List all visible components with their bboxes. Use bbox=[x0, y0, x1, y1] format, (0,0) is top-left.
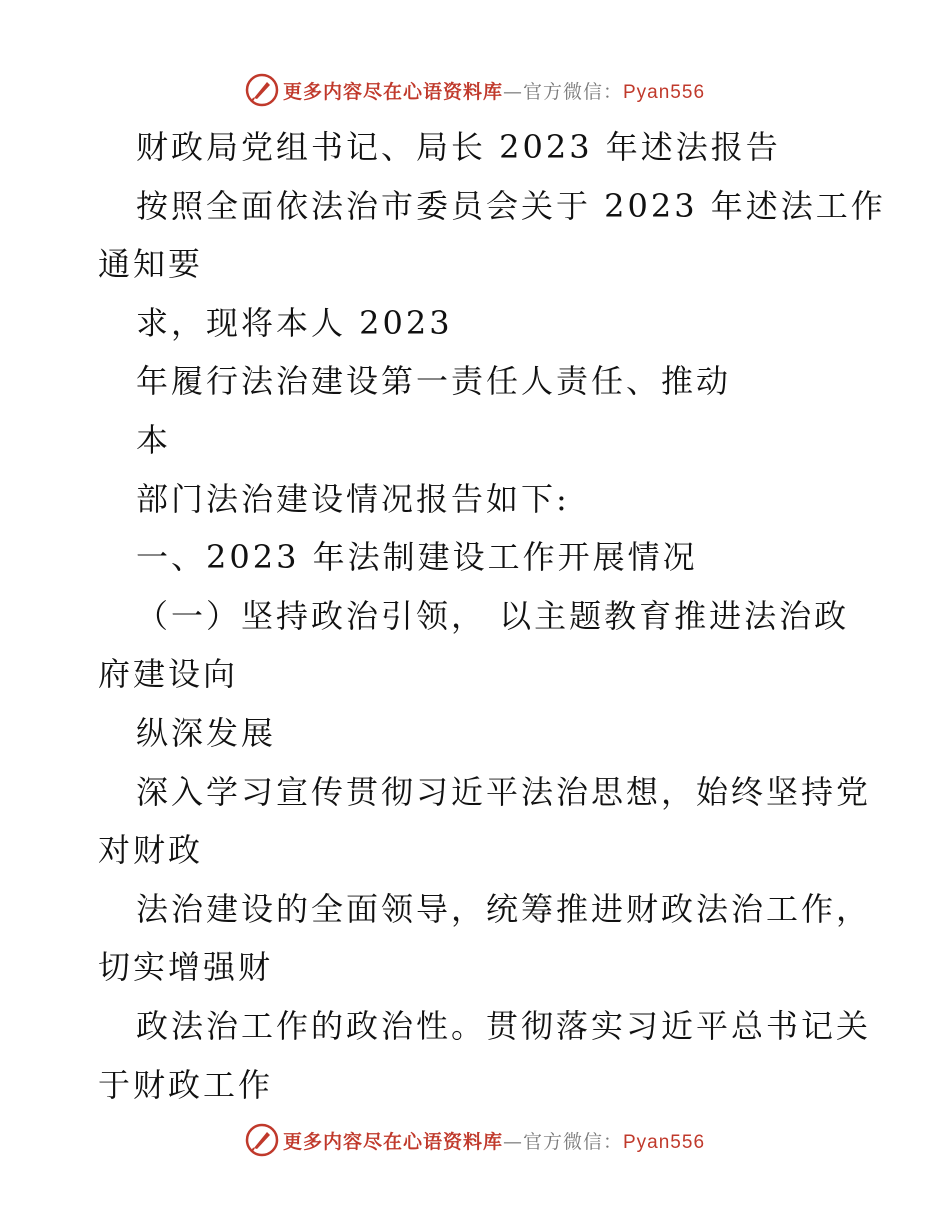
document-body bbox=[0, 118, 950, 1114]
subsection-heading: （一）坚持政治引领， 以主题教育推进法治政 bbox=[136, 596, 850, 635]
text-line: 按照全面依法治市委员会关于 2023 年述法工作 bbox=[136, 186, 886, 225]
text-line: 府建设向 bbox=[98, 655, 239, 694]
quill-pen-logo-icon bbox=[245, 1123, 279, 1157]
section-heading: 一、2023 年法制建设工作开展情况 bbox=[136, 538, 698, 577]
text-line: 法治建设的全面领导，统筹推进财政法治工作， bbox=[136, 889, 872, 928]
text-line: 深入学习宣传贯彻习近平法治思想，始终坚持党 bbox=[136, 772, 872, 811]
document-title: 财政局党组书记、局长 2023 年述法报告 bbox=[136, 128, 781, 166]
text-line: 政法治工作的政治性。贯彻落实习近平总书记关 bbox=[136, 1006, 872, 1045]
text-line: 切实增强财 bbox=[98, 948, 274, 987]
watermark-brand: 更多内容尽在心语资料库 bbox=[282, 1130, 503, 1153]
footer-watermark bbox=[0, 1120, 950, 1160]
quill-pen-logo-icon bbox=[245, 73, 279, 107]
text-line: 对财政 bbox=[98, 831, 204, 870]
text-line: 于财政工作 bbox=[98, 1065, 274, 1104]
watermark-label: 官方微信： bbox=[522, 80, 623, 103]
text-line: 通知要 bbox=[98, 245, 204, 284]
watermark-dash: — bbox=[502, 80, 523, 103]
watermark-dash: — bbox=[502, 1130, 523, 1153]
watermark-id: Pyan556 bbox=[623, 1131, 706, 1153]
header-watermark bbox=[0, 70, 950, 110]
watermark-text bbox=[283, 77, 705, 104]
text-line: 年履行法治建设第一责任人责任、推动 bbox=[136, 362, 732, 401]
text-line: 纵深发展 bbox=[136, 713, 277, 752]
watermark-text bbox=[283, 1127, 705, 1154]
watermark-brand: 更多内容尽在心语资料库 bbox=[282, 80, 503, 103]
text-line: 求，现将本人 2023 bbox=[136, 303, 453, 342]
text-line: 部门法治建设情况报告如下: bbox=[136, 479, 570, 518]
text-line: 本 bbox=[136, 420, 172, 459]
watermark-label: 官方微信： bbox=[522, 1130, 623, 1153]
watermark-id: Pyan556 bbox=[623, 81, 706, 103]
